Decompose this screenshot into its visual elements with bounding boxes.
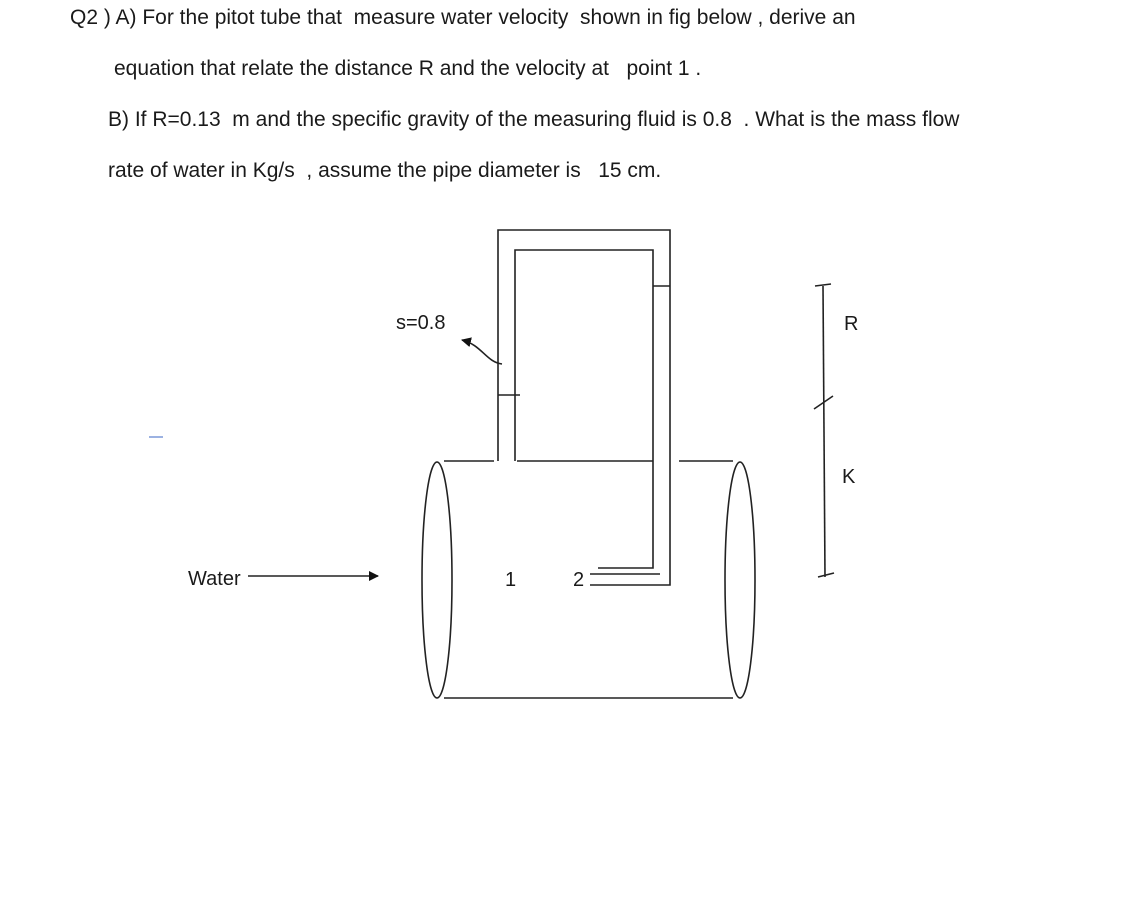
pipe-body [422,461,755,698]
dimension-tick-bottom [818,573,834,577]
fluid-specific-gravity-label: s=0.8 [396,312,446,334]
manometer-inner-wall [515,250,653,568]
pipe-left-end [422,462,452,698]
point-1-label: 1 [505,569,517,591]
question-line-4: rate of water in Kg/s , assume the pipe diameter is 15 cm. [108,159,662,182]
dimension-tick-top [815,284,831,286]
dimension-r-label: R [844,313,859,335]
fluid-pointer-arrow [462,340,502,364]
question-line-2: equation that relate the distance R and the velocity at point 1 . [114,57,702,80]
dimension-line [814,284,834,577]
question-line-3: B) If R=0.13 m and the specific gravity of the measuring fluid is 0.8 . What is the mass flow [108,108,960,131]
manometer-tube [498,230,670,585]
question-line-1: Q2 ) A) For the pitot tube that measure water velocity shown in fig below , derive an [70,6,856,29]
manometer-outer-wall [498,230,670,585]
water-label: Water [188,568,241,590]
dimension-vertical [823,286,825,577]
point-2-label: 2 [573,569,585,591]
pipe-right-end [725,462,755,698]
dimension-k-label: K [842,466,856,488]
